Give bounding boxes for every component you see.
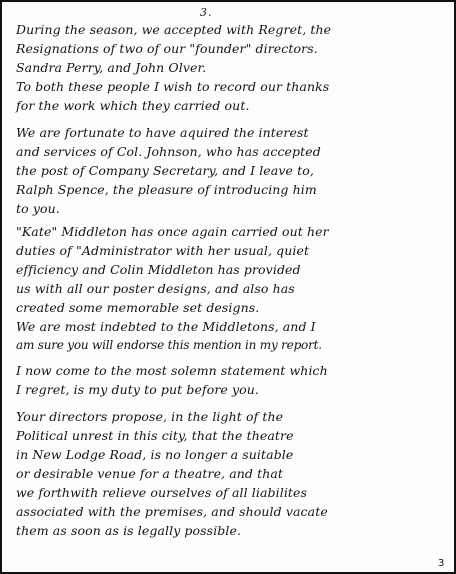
paragraph-middletons xyxy=(16,222,442,355)
paragraph-company-secretary xyxy=(16,123,442,218)
paragraph-theatre-proposal xyxy=(16,407,442,540)
text-line: We are fortunate to have aquired the interest xyxy=(16,125,309,140)
text-line: us with all our poster designs, and also has xyxy=(16,281,295,296)
text-line: Resignations of two of our "founder" directors. xyxy=(16,41,318,56)
letter-body xyxy=(16,20,442,540)
text-line: associated with the premises, and should vacate xyxy=(16,504,328,519)
paragraph-spacer xyxy=(16,399,442,407)
text-line: created some memorable set designs. xyxy=(16,300,260,315)
paragraph-solemn-statement xyxy=(16,361,442,399)
text-line: I now come to the most solemn statement which xyxy=(16,363,328,378)
text-line: Ralph Spence, the pleasure of introducing him xyxy=(16,182,317,197)
text-line: We are most indebted to the Middletons, and I xyxy=(16,319,316,334)
page-number-corner: 3 xyxy=(438,558,445,569)
page-number-header: 3. xyxy=(200,6,213,19)
text-line: Political unrest in this city, that the theatre xyxy=(16,428,294,443)
paragraph-resignations xyxy=(16,20,442,115)
text-line: we forthwith relieve ourselves of all liabilites xyxy=(16,485,308,500)
text-line: efficiency and Colin Middleton has provided xyxy=(16,262,301,277)
text-line: for the work which they carried out. xyxy=(16,98,250,113)
text-line: "Kate" Middleton has once again carried out her xyxy=(16,224,329,239)
text-line: Sandra Perry, and John Olver. xyxy=(16,60,207,75)
text-line: Your directors propose, in the light of the xyxy=(16,409,284,424)
text-line: To both these people I wish to record our thanks xyxy=(16,79,330,94)
text-line: I regret, is my duty to put before you. xyxy=(16,382,259,397)
text-line: or desirable venue for a theatre, and that xyxy=(16,466,284,481)
text-line: am sure you will endorse this mention in my report. xyxy=(16,338,322,352)
text-line: and services of Col. Johnson, who has accepted xyxy=(16,144,321,159)
text-line: duties of "Administrator with her usual, quiet xyxy=(16,243,310,258)
text-line: them as soon as is legally possible. xyxy=(16,523,242,538)
text-line: to you. xyxy=(16,201,60,216)
text-line: in New Lodge Road, is no longer a suitable xyxy=(16,447,294,462)
paragraph-spacer xyxy=(16,115,442,123)
text-line: During the season, we accepted with Regret, the xyxy=(16,22,332,37)
text-line: the post of Company Secretary, and I leave to, xyxy=(16,163,314,178)
